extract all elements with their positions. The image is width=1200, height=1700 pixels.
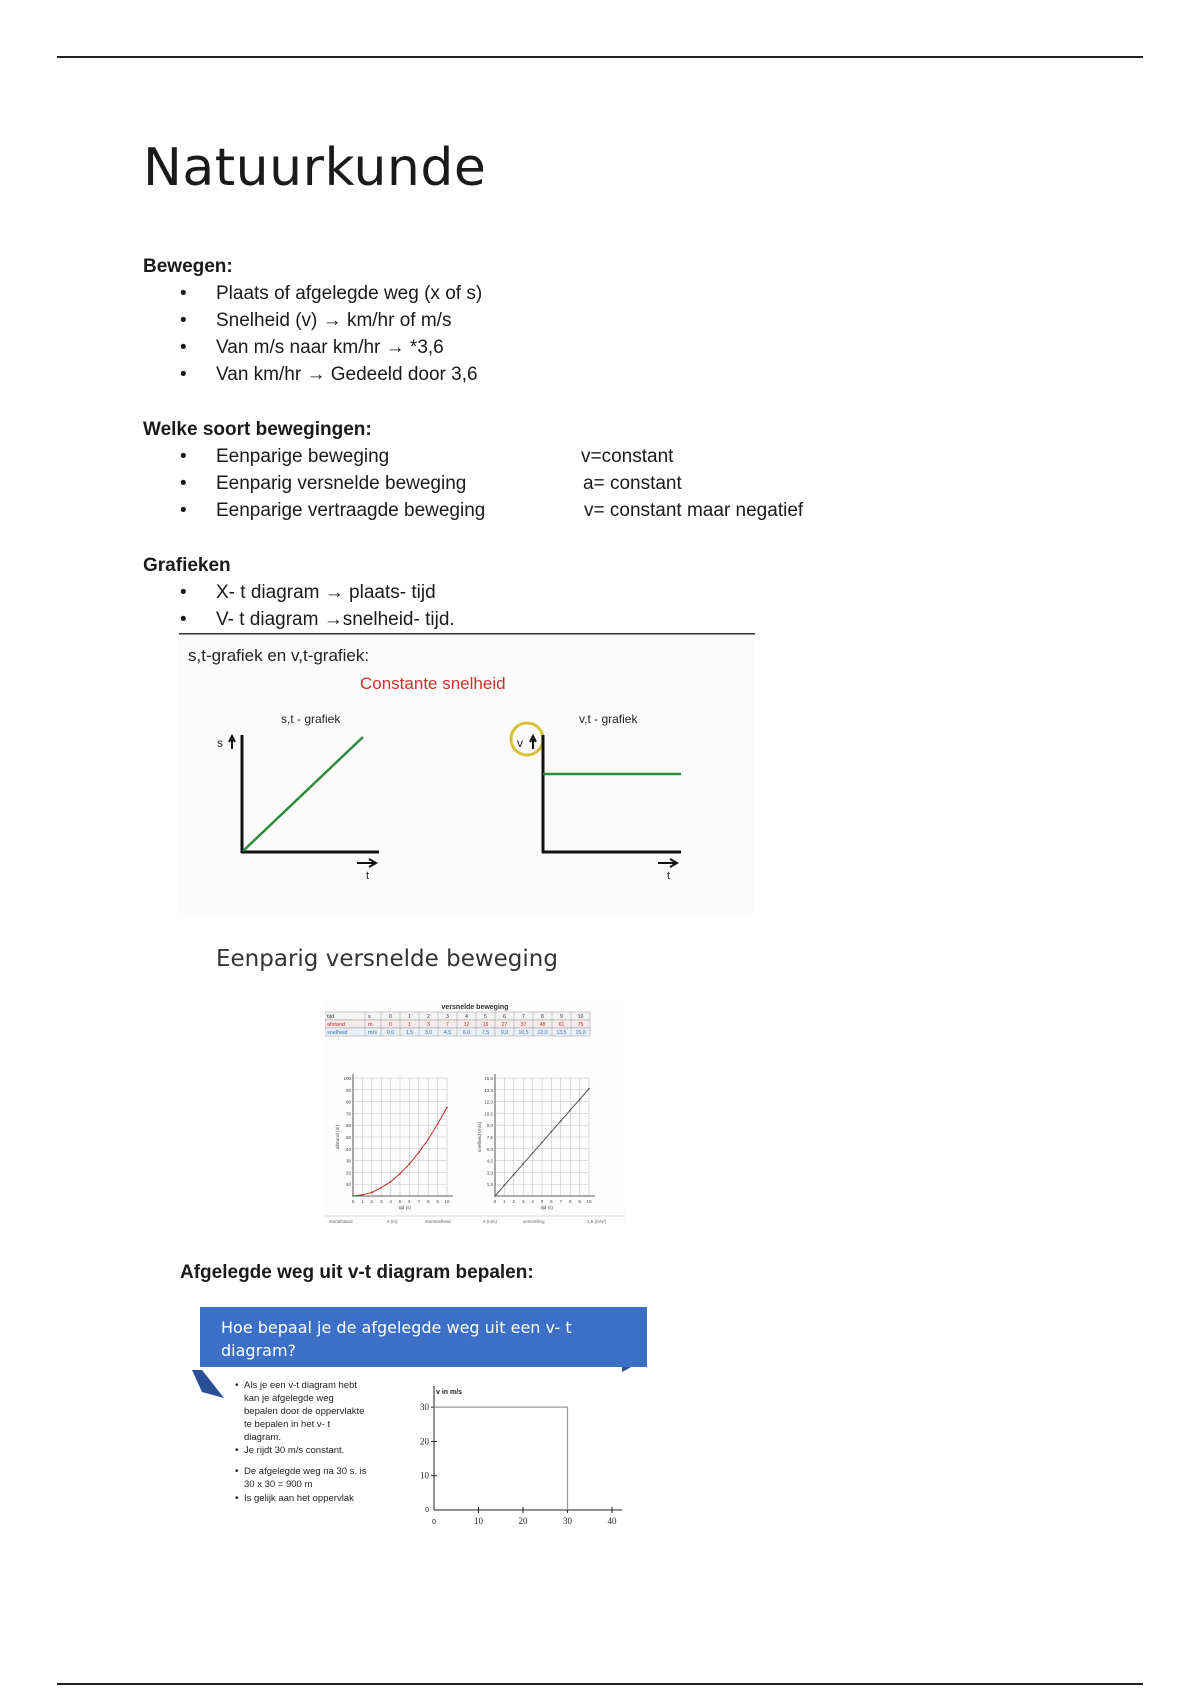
table-row-unit: m [368,1022,373,1028]
table-cell: 15,0 [575,1030,586,1036]
bullet-dot: • [235,1445,239,1456]
table-cell: 4,5 [443,1030,452,1036]
fig1-left-t: t [366,870,370,882]
x-tick-label: 4 [389,1199,392,1204]
footer-text: startafstand [329,1219,353,1224]
bullet-dot: • [235,1493,239,1504]
y-axis-label: snelheid (m/s) [478,1121,483,1153]
figure-versnelde-beweging [325,1000,625,1225]
list-item: • Eenparig versnelde beweging [180,473,467,494]
table-cell: 12,0 [537,1030,548,1036]
bottom-rule [57,1683,1143,1685]
table-cell: 61 [558,1022,565,1028]
banner-text-line2: diagram? [221,1341,297,1360]
table-row-label: tijd [327,1014,335,1020]
x-tick-label: 10 [586,1199,592,1204]
table-cell: 0,0 [386,1030,395,1036]
table-cell: 10 [577,1014,584,1020]
y-tick-label: 4,5 [486,1158,493,1164]
fig1-subtitle: Constante snelheid [360,674,506,693]
list-item: • Eenparige beweging [180,446,390,467]
bullet-dot: • [235,1380,239,1391]
y-tick-label: 6,0 [486,1146,493,1152]
list-soorten [143,443,485,524]
list-item: • V- t diagram →snelheid- tijd. [180,609,455,630]
bullet-text: Als je een v-t diagram hebt [244,1380,358,1391]
y-tick-label: 40 [345,1146,351,1152]
list-item: • X- t diagram → plaats- tijd [180,582,436,603]
table-cell: 48 [539,1022,546,1028]
fig1-left-label: s,t - grafiek [281,712,341,726]
y-tick-label: 100 [343,1076,351,1081]
footer-text: 0 (m) [387,1219,398,1224]
x-tick-label: 9 [436,1199,439,1204]
y-tick-label: 7,5 [486,1135,493,1140]
table-cell: 13,5 [556,1030,567,1036]
x-tick-label: 7 [417,1199,421,1204]
heading-bewegen: Bewegen: [143,256,233,277]
x-tick-label: 0 [351,1199,355,1204]
x-tick-label: 3 [521,1199,525,1204]
x-tick-label: 8 [426,1199,430,1204]
formula-3: v= constant maar negatief [584,500,804,521]
bullet-text: 30 x 30 = 900 m [244,1479,313,1490]
table-cell: 0 [389,1014,392,1020]
x-tick-label: 6 [550,1199,553,1204]
y-tick-label: 3,0 [486,1170,493,1176]
y-tick-label: 30 [345,1158,351,1164]
x-tick-label: 1 [361,1199,364,1204]
formula-1: v=constant [581,446,674,467]
y-axis-label: v in m/s [436,1389,463,1396]
bullet-dot: • [235,1466,239,1477]
y-tick-label: 30 [420,1402,429,1413]
bullet-text: Je rijdt 30 m/s constant. [244,1445,345,1456]
fig1-title: s,t-grafiek en v,t-grafiek: [188,646,370,665]
x-tick-label: 0 [493,1199,497,1204]
table-row-unit: s [368,1014,371,1020]
table-cell: 5 [484,1014,487,1020]
list-item: • Van m/s naar km/hr → *3,6 [180,337,444,358]
bullet-text: bepalen door de oppervlakte [244,1406,365,1417]
heading-soorten: Welke soort bewegingen: [143,419,372,440]
x-tick-label: 30 [563,1516,572,1526]
bullet-text: te bepalen in het v- t [244,1419,331,1430]
x-tick-label: 9 [578,1199,581,1204]
y-tick-label: 9,0 [486,1123,493,1129]
table-row-label: snelheid [327,1030,348,1036]
heading-afgelegde-weg: Afgelegde weg uit v-t diagram bepalen: [180,1262,534,1283]
x-tick-label: 4 [531,1199,534,1204]
table-cell: 2 [427,1014,430,1020]
table-cell: 0 [389,1022,392,1028]
y-axis-label: afstand (m) [336,1124,341,1150]
y-tick-label: 10 [345,1182,351,1188]
y-tick-label: 0 [425,1507,429,1514]
x-tick-label: 20 [518,1516,528,1526]
x-tick-label: 8 [568,1199,572,1204]
list-bewegen [143,280,482,388]
x-tick-label: 1 [503,1199,506,1204]
footer-text: startsnelheid [425,1219,451,1224]
x-origin-label: 0 [432,1519,436,1526]
y-tick-label: 60 [345,1123,351,1129]
table-cell: 1 [408,1014,411,1020]
fig2-table [325,1012,590,1036]
figure-st-vt-graphs [179,633,755,913]
bullet-text: kan je afgelegde weg [244,1393,334,1404]
page-title: Natuurkunde [143,138,487,198]
table-cell: 7,5 [481,1030,490,1036]
table-cell: 9,0 [500,1030,509,1036]
list-grafieken [143,579,455,633]
table-row-unit: m/s [368,1030,377,1036]
y-tick-label: 20 [420,1436,429,1447]
table-cell: 3,0 [424,1030,433,1036]
table-cell: 8 [541,1014,544,1020]
bullet-text: De afgelegde weg na 30 s. is [244,1466,367,1477]
x-tick-label: 10 [474,1516,483,1526]
fig1-right-t: t [667,870,671,882]
fig1-right-label: v,t - grafiek [579,712,638,726]
table-cell: 6,0 [462,1030,471,1036]
x-tick-label: 2 [512,1199,516,1204]
fig2-table-title: versnelde beweging [441,1004,509,1011]
fig1-s-axis: s [217,736,223,750]
table-cell: 75 [577,1022,584,1028]
formula-2: a= constant [583,473,682,494]
x-tick-label: 2 [370,1199,374,1204]
y-tick-label: 10,5 [484,1111,493,1117]
y-tick-label: 80 [345,1099,351,1105]
table-cell: 6 [503,1014,506,1020]
table-cell: 1 [408,1022,411,1028]
footer-text: versnelling [523,1219,545,1224]
list-item: • Plaats of afgelegde weg (x of s) [180,283,483,304]
table-cell: 3 [446,1014,449,1020]
footer-text: 1,5 (m/s²) [587,1219,607,1224]
y-tick-label: 15,0 [484,1076,493,1081]
table-cell: 1,5 [405,1030,414,1036]
figure-afgelegde-weg-slide [190,1302,660,1538]
y-tick-label: 20 [345,1170,351,1176]
table-cell: 7 [446,1022,449,1028]
table-cell: 37 [520,1022,527,1028]
x-axis-label: tijd (s) [540,1205,553,1210]
y-tick-label: 50 [345,1135,351,1140]
fig2-heading: Eenparig versnelde beweging [216,946,558,972]
list-item: • Van km/hr → Gedeeld door 3,6 [180,364,478,385]
y-tick-label: 12,0 [484,1099,493,1105]
list-item: • Eenparige vertraagde beweging [180,500,486,521]
y-tick-label: 10 [420,1470,429,1481]
bullet-text: diagram. [244,1432,281,1443]
table-cell: 19 [482,1022,489,1028]
x-tick-label: 3 [379,1199,383,1204]
x-tick-label: 5 [398,1199,402,1204]
x-tick-label: 10 [444,1199,450,1204]
list-item: • Snelheid (v) → km/hr of m/s [180,310,452,331]
y-tick-label: 13,5 [484,1087,493,1093]
x-tick-label: 5 [540,1199,544,1204]
table-cell: 3 [427,1022,430,1028]
table-cell: 4 [465,1014,468,1020]
x-axis-label: tijd (s) [398,1205,411,1210]
bullet-text: Is gelijk aan het oppervlak [244,1493,354,1504]
x-tick-label: 7 [559,1199,563,1204]
top-rule [57,56,1143,58]
footer-text: 0 (m/s) [483,1219,497,1224]
table-row-label: afstand [327,1022,346,1028]
table-cell: 9 [560,1014,563,1020]
table-cell: 10,5 [518,1030,529,1036]
table-cell: 27 [501,1022,508,1028]
banner-text-line1: Hoe bepaal je de afgelegde weg uit een v- t [221,1318,572,1337]
y-tick-label: 1,5 [486,1182,493,1188]
table-cell: 7 [522,1014,525,1020]
x-tick-label: 40 [607,1516,617,1526]
y-tick-label: 70 [345,1111,351,1117]
x-tick-label: 6 [408,1199,411,1204]
table-cell: 12 [463,1022,470,1028]
fig1-v-axis: v [517,736,523,750]
heading-grafieken: Grafieken [143,555,231,576]
y-tick-label: 90 [345,1087,351,1093]
